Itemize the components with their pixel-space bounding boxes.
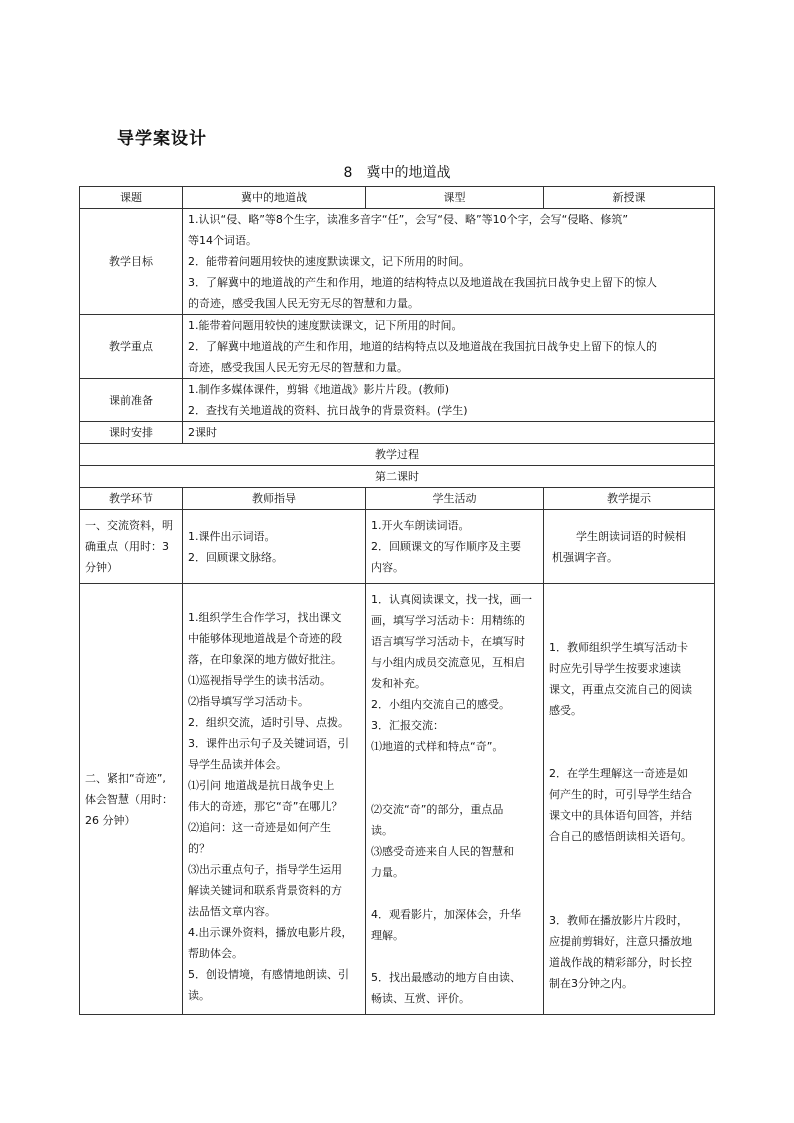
tips-line: 1．教师组织学生填写活动卡 (549, 640, 688, 654)
spacer (371, 757, 538, 799)
type-label: 课型 (366, 187, 544, 209)
teacher-line: 帮助体会。 (188, 946, 243, 960)
stage-line: 一、交流资料，明 (85, 519, 173, 532)
spacer (549, 889, 709, 910)
teacher-line: 导学生品读并体会。 (188, 757, 287, 771)
goals-row (80, 209, 715, 315)
stage-line: 分钟） (85, 561, 118, 574)
student-line: 内容。 (371, 561, 404, 574)
tips-line: 3．教师在播放影片片段时， (549, 913, 688, 927)
hours-label: 课时安排 (80, 422, 183, 444)
step1-teacher (183, 510, 366, 584)
goals-label: 教学目标 (80, 209, 183, 315)
key-point-line: 奇迹，感受我国人民无穷无尽的智慧和力量。 (188, 361, 408, 374)
spacer (371, 946, 538, 967)
column-header-stage: 教学环节 (80, 488, 183, 510)
teacher-line: 4.出示课外资料，播放电影片段， (188, 925, 353, 939)
tips-line: 感受。 (549, 703, 582, 717)
topic-value: 冀中的地道战 (183, 187, 366, 209)
step2-stage (80, 584, 183, 1015)
teacher-line: 落，在印象深的地方做好批注。 (188, 652, 342, 666)
teacher-line: ⑴引问 地道战是抗日战争史上 (188, 778, 335, 792)
tips-line: 何产生的时，可引导学生结合 (549, 787, 692, 801)
prep-content (183, 379, 715, 422)
spacer (549, 847, 709, 889)
teacher-line: 读。 (188, 988, 210, 1002)
teacher-line: ⑵追问：这一奇迹是如何产生 (188, 820, 331, 834)
step1-student (366, 510, 544, 584)
student-line: 畅读、互赏、评价。 (371, 992, 470, 1005)
topic-label: 课题 (80, 187, 183, 209)
teacher-line: 中能够体现地道战是个奇迹的段 (188, 631, 342, 645)
spacer (549, 721, 709, 763)
prep-label: 课前准备 (80, 379, 183, 422)
teacher-line: 2．回顾课文脉络。 (188, 550, 283, 564)
tips-line: 合自己的感悟朗读相关语句。 (549, 829, 692, 843)
tips-line: 制在3分钟之内。 (549, 976, 633, 990)
step2-row (80, 584, 715, 1015)
prep-line: 2．查找有关地道战的资料、抗日战争的背景资料。(学生) (188, 404, 468, 417)
tips-line: 课文中的具体语句回答，并结 (549, 808, 692, 822)
tips-line: 学生朗读词语的时候相 (576, 529, 686, 543)
student-line: 读。 (371, 824, 393, 837)
column-header-teacher: 教师指导 (183, 488, 366, 510)
type-value: 新授课 (544, 187, 715, 209)
session-title: 第二课时 (80, 466, 715, 488)
hours-row (80, 422, 715, 444)
student-line: ⑶感受奇迹来自人民的智慧和 (371, 845, 514, 858)
step1-tips (544, 510, 715, 584)
tips-line: 应提前剪辑好，注意只播放地 (549, 934, 692, 948)
student-line: 4．观看影片，加深体会，升华 (371, 908, 521, 921)
goals-line: 1.认识“侵、略”等8个生字，读准多音字“任”，会写“侵、略”等10个字，会写“侵略、修筑” (188, 213, 629, 226)
stage-line: 26 分钟） (85, 813, 136, 827)
stage-line: 体会智慧（用时： (85, 792, 173, 806)
column-header-row (80, 488, 715, 510)
tips-line: 时应先引导学生按要求速读 (549, 661, 681, 675)
lesson-plan-table (79, 186, 715, 1015)
column-header-tips: 教学提示 (544, 488, 715, 510)
step2-student (366, 584, 544, 1015)
teacher-line: 2．组织交流，适时引导、点拨。 (188, 715, 349, 729)
tips-line: 机强调字音。 (552, 550, 618, 564)
student-line: 理解。 (371, 929, 404, 942)
lesson-name: 冀中的地道战 (366, 165, 451, 181)
key-points-row (80, 315, 715, 379)
tips-line: 课文，再重点交流自己的阅读 (549, 682, 692, 696)
session-title-row (80, 466, 715, 488)
column-header-student: 学生活动 (366, 488, 544, 510)
student-line: 力量。 (371, 866, 404, 879)
teacher-line: 法品悟文章内容。 (188, 904, 276, 918)
student-line: 2．小组内交流自己的感受。 (371, 698, 510, 711)
student-line: 2．回顾课文的写作顺序及主要 (371, 540, 521, 553)
stage-line: 确重点（用时：3 (85, 540, 169, 553)
student-line: 发和补充。 (371, 677, 426, 690)
lesson-title (0, 162, 794, 182)
step1-stage (80, 510, 183, 584)
teacher-line: 1.课件出示词语。 (188, 529, 276, 543)
teacher-line: 3．课件出示句子及关键词语，引 (188, 736, 349, 750)
page-title: 导学案设计 (117, 129, 207, 149)
student-line: 语言填写学习活动卡，在填写时 (371, 635, 525, 648)
student-line: ⑴地道的式样和特点“奇”。 (371, 740, 504, 753)
teacher-line: ⑵指导填写学习活动卡。 (188, 694, 309, 708)
student-line: 1.开火车朗读词语。 (371, 519, 470, 532)
lesson-number: 8 (343, 165, 353, 181)
prep-row (80, 379, 715, 422)
info-row (80, 187, 715, 209)
hours-value: 2课时 (183, 422, 715, 444)
key-point-line: 2．了解冀中地道战的产生和作用，地道的结构特点以及地道战在我国抗日战争史上留下的惊人的 (188, 340, 657, 353)
key-points-label: 教学重点 (80, 315, 183, 379)
tips-line: 2．在学生理解这一奇迹是如 (549, 766, 688, 780)
process-title: 教学过程 (80, 444, 715, 466)
step2-teacher (183, 584, 366, 1015)
spacer (371, 883, 538, 904)
teacher-line: 5．创设情境，有感情地朗读、引 (188, 967, 349, 981)
goals-line: 2．能带着问题用较快的速度默读课文，记下所用的时间。 (188, 255, 470, 268)
key-points-content (183, 315, 715, 379)
teacher-line: ⑶出示重点句子，指导学生运用 (188, 862, 342, 876)
goals-line: 等14个词语。 (188, 234, 257, 247)
student-line: 与小组内成员交流意见，互相启 (371, 656, 525, 669)
stage-line: 二、紧扣“奇迹”, (85, 771, 166, 785)
student-line: 画，填写学习活动卡：用精练的 (371, 614, 525, 627)
student-line: ⑵交流“奇”的部分，重点品 (371, 803, 504, 816)
teacher-line: 解读关键词和联系背景资料的方 (188, 883, 342, 897)
teacher-line: ⑴巡视指导学生的读书活动。 (188, 673, 331, 687)
key-point-line: 1.能带着问题用较快的速度默读课文，记下所用的时间。 (188, 319, 463, 332)
goals-content (183, 209, 715, 315)
process-title-row (80, 444, 715, 466)
teacher-line: 1.组织学生合作学习，找出课文 (188, 610, 342, 624)
step2-tips (544, 584, 715, 1015)
teacher-line: 伟大的奇迹，那它“奇”在哪儿？ (188, 799, 343, 813)
goals-line: 3．了解冀中的地道战的产生和作用，地道的结构特点以及地道战在我国抗日战争史上留下的惊人 (188, 276, 657, 289)
goals-line: 的奇迹，感受我国人民无穷无尽的智慧和力量。 (188, 297, 419, 310)
step1-row (80, 510, 715, 584)
tips-line: 道战作战的精彩部分，时长控 (549, 955, 692, 969)
student-line: 1．认真阅读课文，找一找，画一 (371, 593, 532, 606)
student-line: 5．找出最感动的地方自由读、 (371, 971, 521, 984)
teacher-line: 的？ (188, 841, 210, 855)
prep-line: 1.制作多媒体课件，剪辑《地道战》影片片段。(教师) (188, 383, 450, 396)
student-line: 3．汇报交流： (371, 719, 444, 732)
